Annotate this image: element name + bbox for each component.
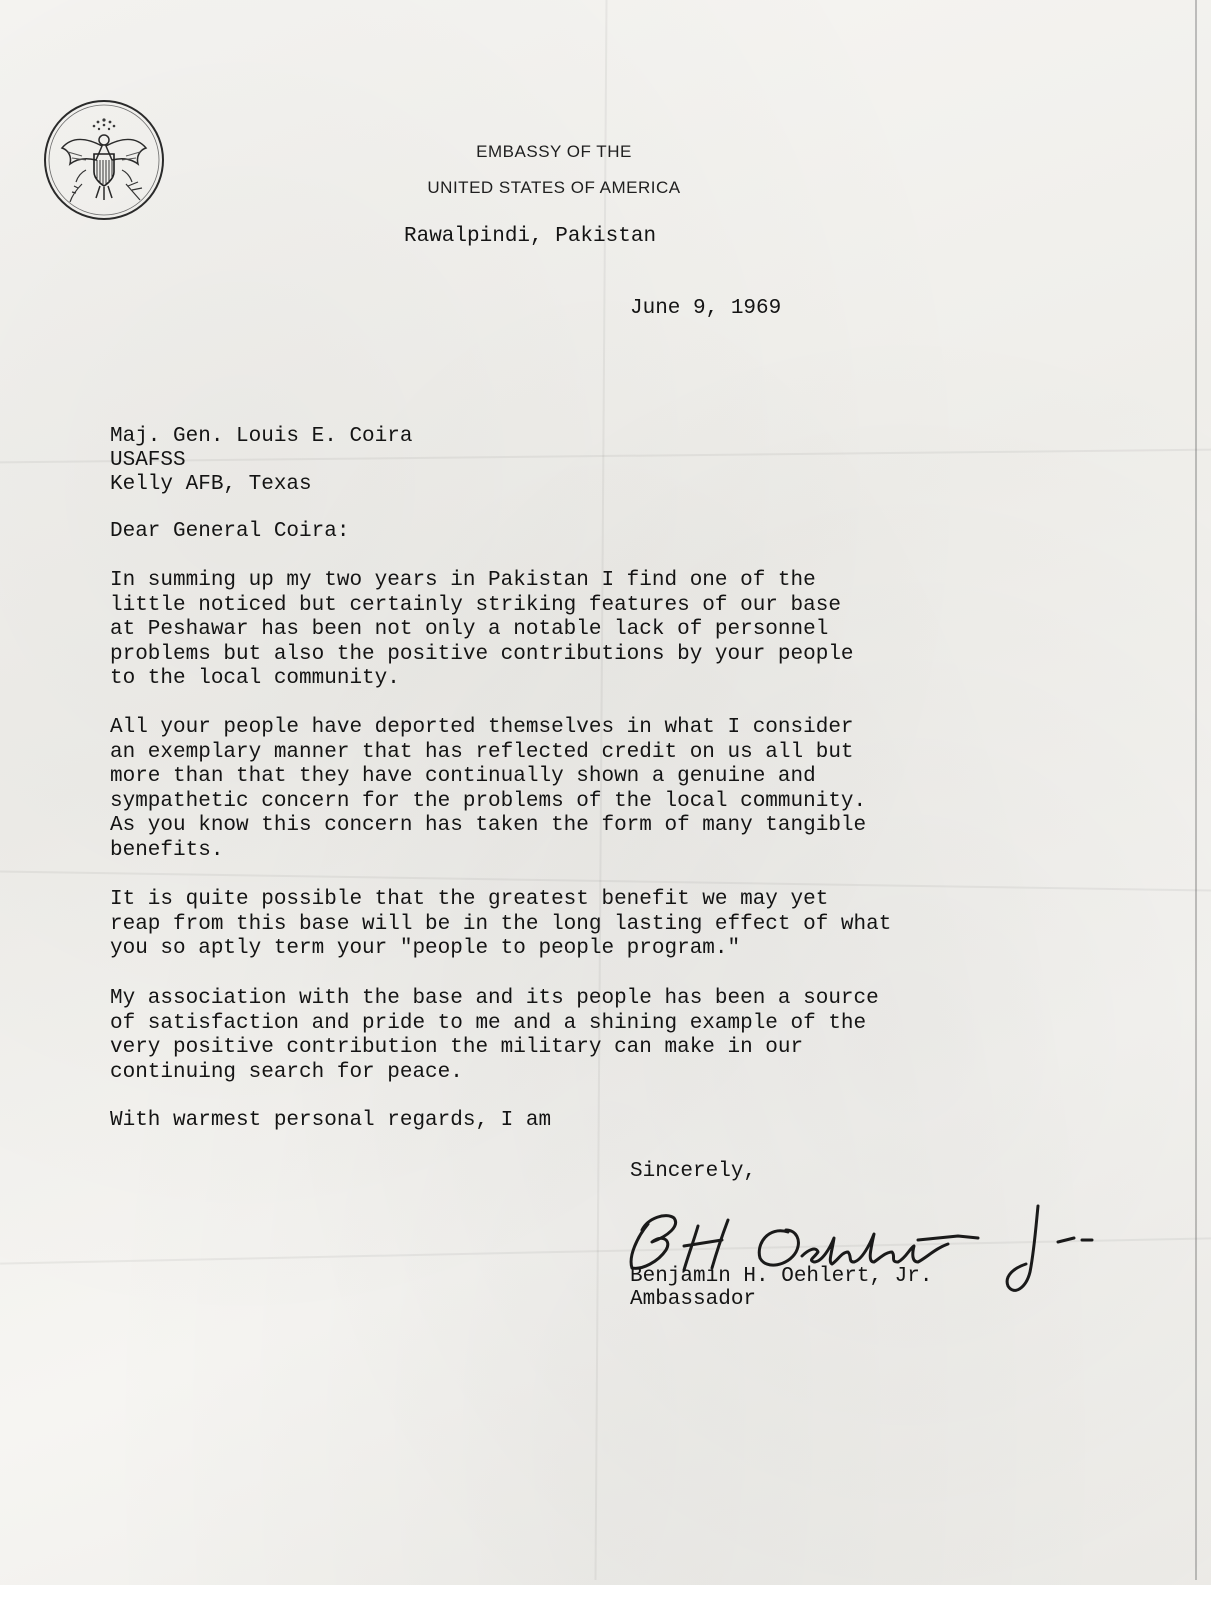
- paragraph-line: As you know this concern has taken the form of many tangible: [110, 814, 867, 837]
- recipient-name: Maj. Gen. Louis E. Coira: [110, 425, 413, 448]
- body-paragraph-3: [110, 888, 891, 962]
- valediction: Sincerely,: [630, 1160, 757, 1183]
- paragraph-line: problems but also the positive contributions by your people: [110, 642, 854, 666]
- paragraph-line: to the local community.: [110, 667, 400, 690]
- paragraph-line: more than that they have continually shown a genuine and: [110, 765, 816, 788]
- recipient-org: USAFSS: [110, 449, 186, 472]
- signer-title: Ambassador: [630, 1288, 757, 1311]
- paragraph-line: reap from this base will be in the long lasting effect of what: [110, 912, 892, 936]
- scan-margin: [0, 1585, 1211, 1607]
- paragraph-line: you so aptly term your "people to people program.": [110, 937, 741, 960]
- paragraph-line: an exemplary manner that has reflected credit on us all but: [110, 740, 854, 764]
- paper-edge: [1195, 0, 1197, 1580]
- paragraph-line: sympathetic concern for the problems of the local community.: [110, 789, 867, 813]
- paragraph-line: It is quite possible that the greatest benefit we may yet: [110, 888, 829, 911]
- body-paragraph-1: [110, 569, 854, 692]
- letterhead-line-2: UNITED STATES OF AMERICA: [427, 178, 681, 197]
- paragraph-line: All your people have deported themselves in what I consider: [110, 716, 854, 739]
- recipient-address: Kelly AFB, Texas: [110, 473, 312, 496]
- paragraph-line: very positive contribution the military can make in our: [110, 1036, 804, 1059]
- paragraph-line: In summing up my two years in Pakistan I find one of the: [110, 569, 816, 592]
- letterhead-line-1: EMBASSY OF THE: [476, 142, 632, 161]
- paragraph-line: benefits.: [110, 838, 224, 862]
- paragraph-line: at Peshawar has been not only a notable lack of personnel: [110, 618, 829, 641]
- paragraph-line: little noticed but certainly striking features of our base: [110, 593, 841, 617]
- salutation: Dear General Coira:: [110, 520, 350, 543]
- paragraph-line: My association with the base and its people has been a source: [110, 987, 879, 1010]
- paragraph-line: of satisfaction and pride to me and a shining example of the: [110, 1011, 867, 1035]
- paragraph-line: continuing search for peace.: [110, 1060, 463, 1084]
- signer-name: Benjamin H. Oehlert, Jr.: [630, 1265, 933, 1288]
- body-paragraph-4: [110, 987, 879, 1085]
- closing-line: With warmest personal regards, I am: [110, 1109, 552, 1132]
- letterhead-location: Rawalpindi, Pakistan: [404, 225, 657, 248]
- body-paragraph-2: [110, 716, 866, 863]
- letter-date: June 9, 1969: [630, 297, 782, 320]
